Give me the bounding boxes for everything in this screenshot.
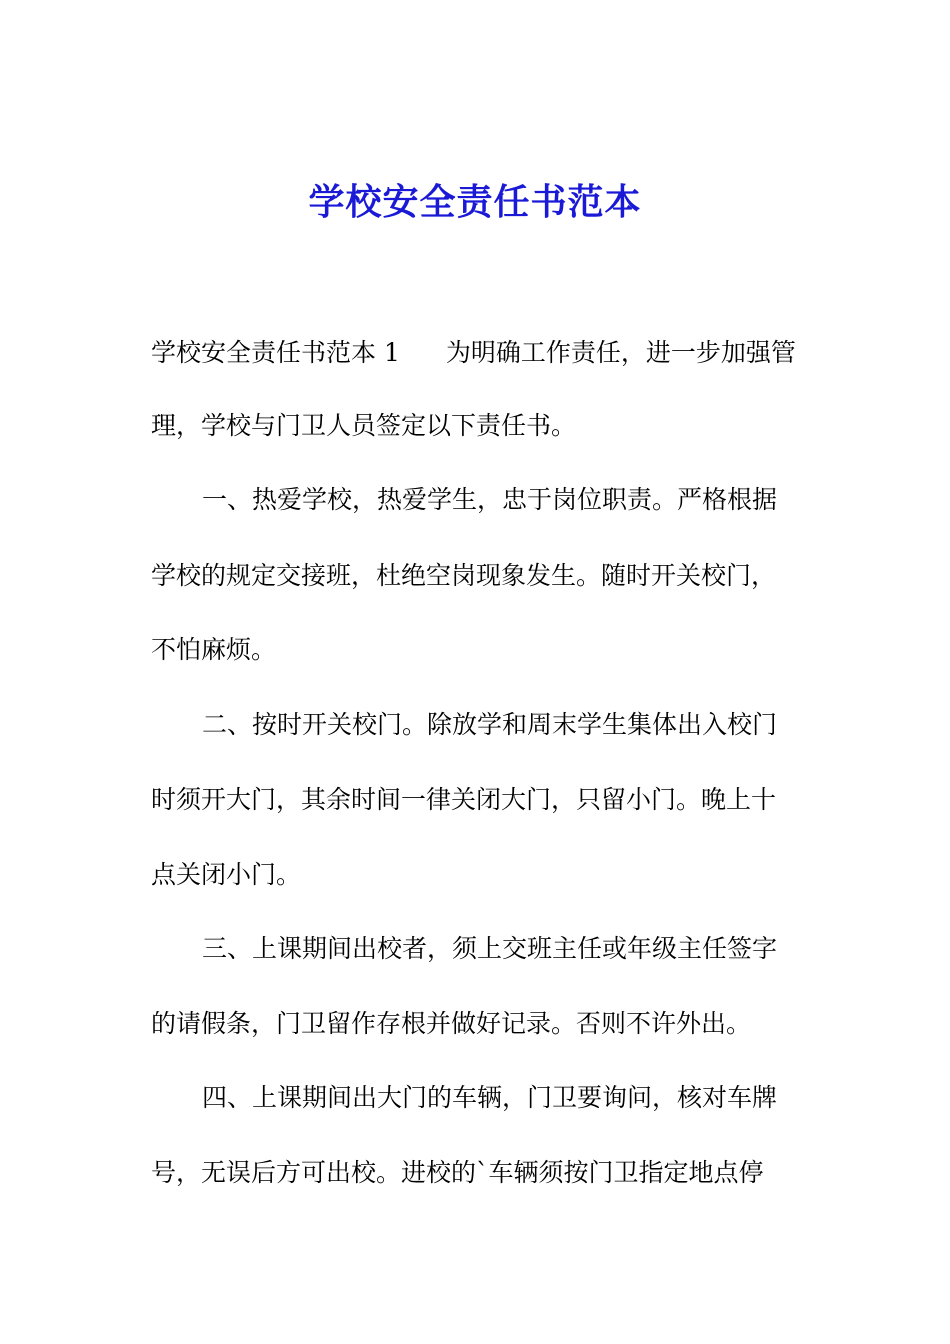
paragraph-line-1 (151, 333, 796, 373)
document-title: 学校安全责任书范本 (308, 181, 642, 223)
paragraph-line-2: 理，学校与门卫人员签定以下责任书。 (151, 411, 577, 440)
paragraph-line-10: 的请假条，门卫留作存根并做好记录。否则不许外出。 (151, 1009, 752, 1038)
section-heading: 学校安全责任书范本 1 (151, 338, 400, 367)
paragraph-text: 为明确工作责任，进一步加强管 (445, 338, 796, 367)
paragraph-line-11: 四、上课期间出大门的车辆，门卫要询问，核对车牌 (202, 1083, 778, 1112)
paragraph-line-5: 不怕麻烦。 (151, 635, 277, 664)
paragraph-line-7: 时须开大门，其余时间一律关闭大门，只留小门。晚上十 (151, 785, 777, 814)
paragraph-line-3: 一、热爱学校，热爱学生，忠于岗位职责。严格根据 (202, 485, 778, 514)
paragraph-line-4: 学校的规定交接班，杜绝空岗现象发生。随时开关校门， (151, 561, 777, 590)
paragraph-line-6: 二、按时开关校门。除放学和周末学生集体出入校门 (202, 710, 778, 739)
paragraph-line-12: 号，无误后方可出校。进校的`车辆须按门卫指定地点停 (151, 1158, 764, 1187)
paragraph-line-8: 点关闭小门。 (151, 860, 302, 889)
paragraph-line-9: 三、上课期间出校者，须上交班主任或年级主任签字 (202, 934, 778, 963)
